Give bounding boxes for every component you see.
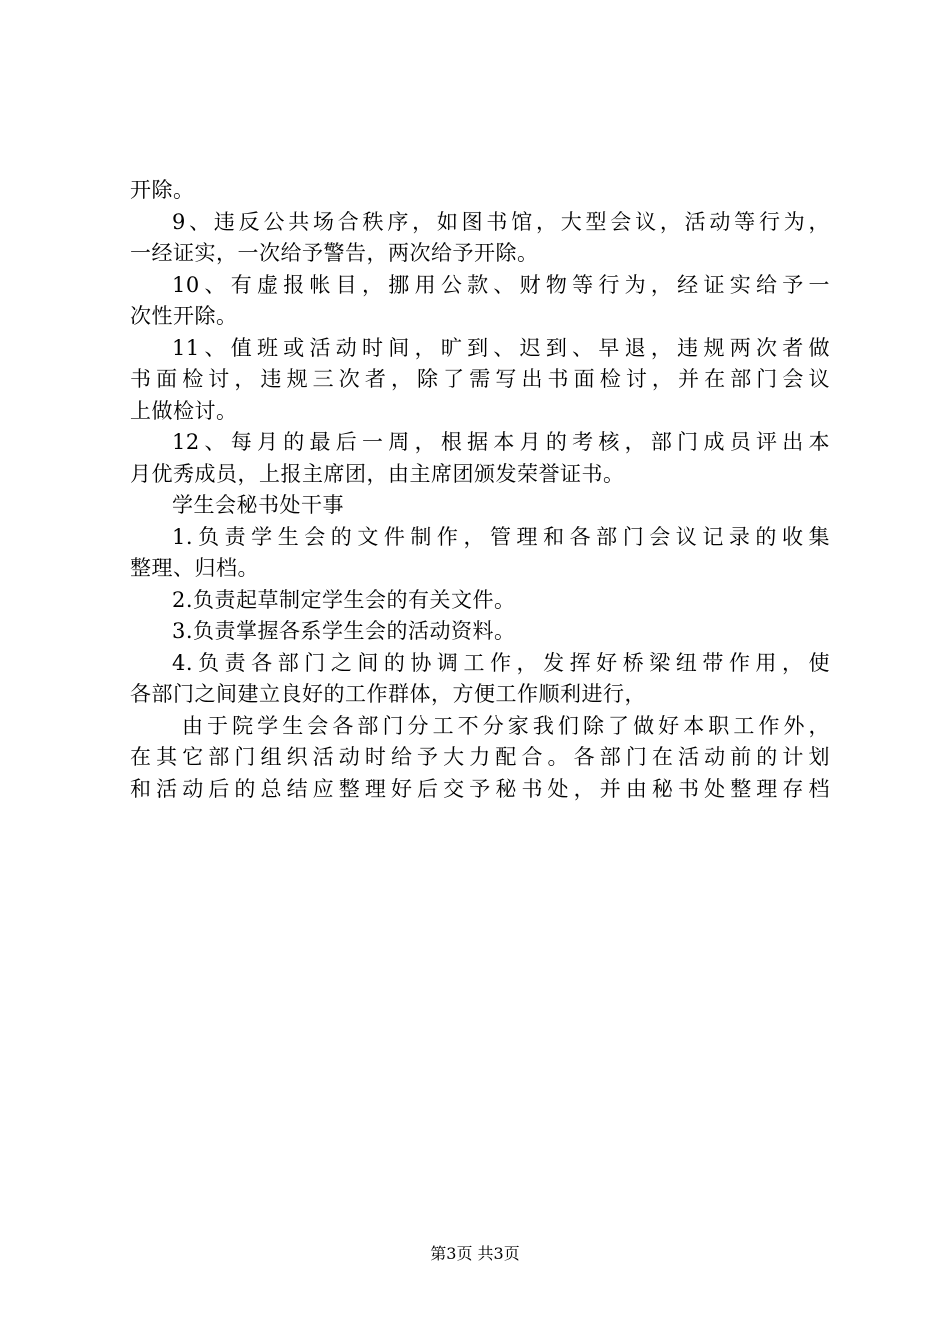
rule-10-line-1: 10、有虚报帐目，挪用公款、财物等行为，经证实给予一	[172, 272, 830, 297]
duty-1-line-1: 1.负责学生会的文件制作，管理和各部门会议记录的收集	[172, 524, 830, 549]
duty-3-line: 3.负责掌握各系学生会的活动资料。	[172, 619, 516, 643]
page-number-footer: 第3页 共3页	[430, 1244, 520, 1263]
closing-line-1: 由于院学生会各部门分工不分家我们除了做好本职工作外，	[182, 713, 830, 738]
closing-line-3: 和活动后的总结应整理好后交予秘书处，并由秘书处整理存档	[130, 776, 830, 801]
closing-line-2: 在其它部门组织活动时给予大力配合。各部门在活动前的计划	[130, 745, 830, 769]
duty-1-line-2: 整理、归档。	[130, 556, 259, 580]
document-body	[130, 175, 830, 805]
rule-11-line-2: 书面检讨，违规三次者，除了需写出书面检讨，并在部门会议	[130, 367, 830, 391]
rule-11-line-3: 上做检讨。	[130, 398, 238, 423]
rule-11-line-1: 11、值班或活动时间，旷到、迟到、早退，违规两次者做	[172, 335, 830, 360]
section-heading: 学生会秘书处干事	[172, 493, 344, 517]
rule-10-line-2: 次性开除。	[130, 304, 238, 328]
duty-4-line-1: 4.负责各部门之间的协调工作，发挥好桥梁纽带作用，使	[172, 650, 830, 675]
rule-9-line-1: 9、违反公共场合秩序，如图书馆，大型会议，活动等行为，	[172, 209, 830, 234]
text-line: 开除。	[130, 178, 195, 202]
rule-12-line-1: 12、每月的最后一周，根据本月的考核，部门成员评出本	[172, 430, 830, 454]
duty-4-line-2: 各部门之间建立良好的工作群体，方便工作顺利进行，	[130, 682, 646, 706]
duty-2-line: 2.负责起草制定学生会的有关文件。	[172, 587, 516, 612]
rule-9-line-2: 一经证实，一次给予警告，两次给予开除。	[130, 241, 539, 265]
rule-12-line-2: 月优秀成员，上报主席团，由主席团颁发荣誉证书。	[130, 461, 625, 486]
